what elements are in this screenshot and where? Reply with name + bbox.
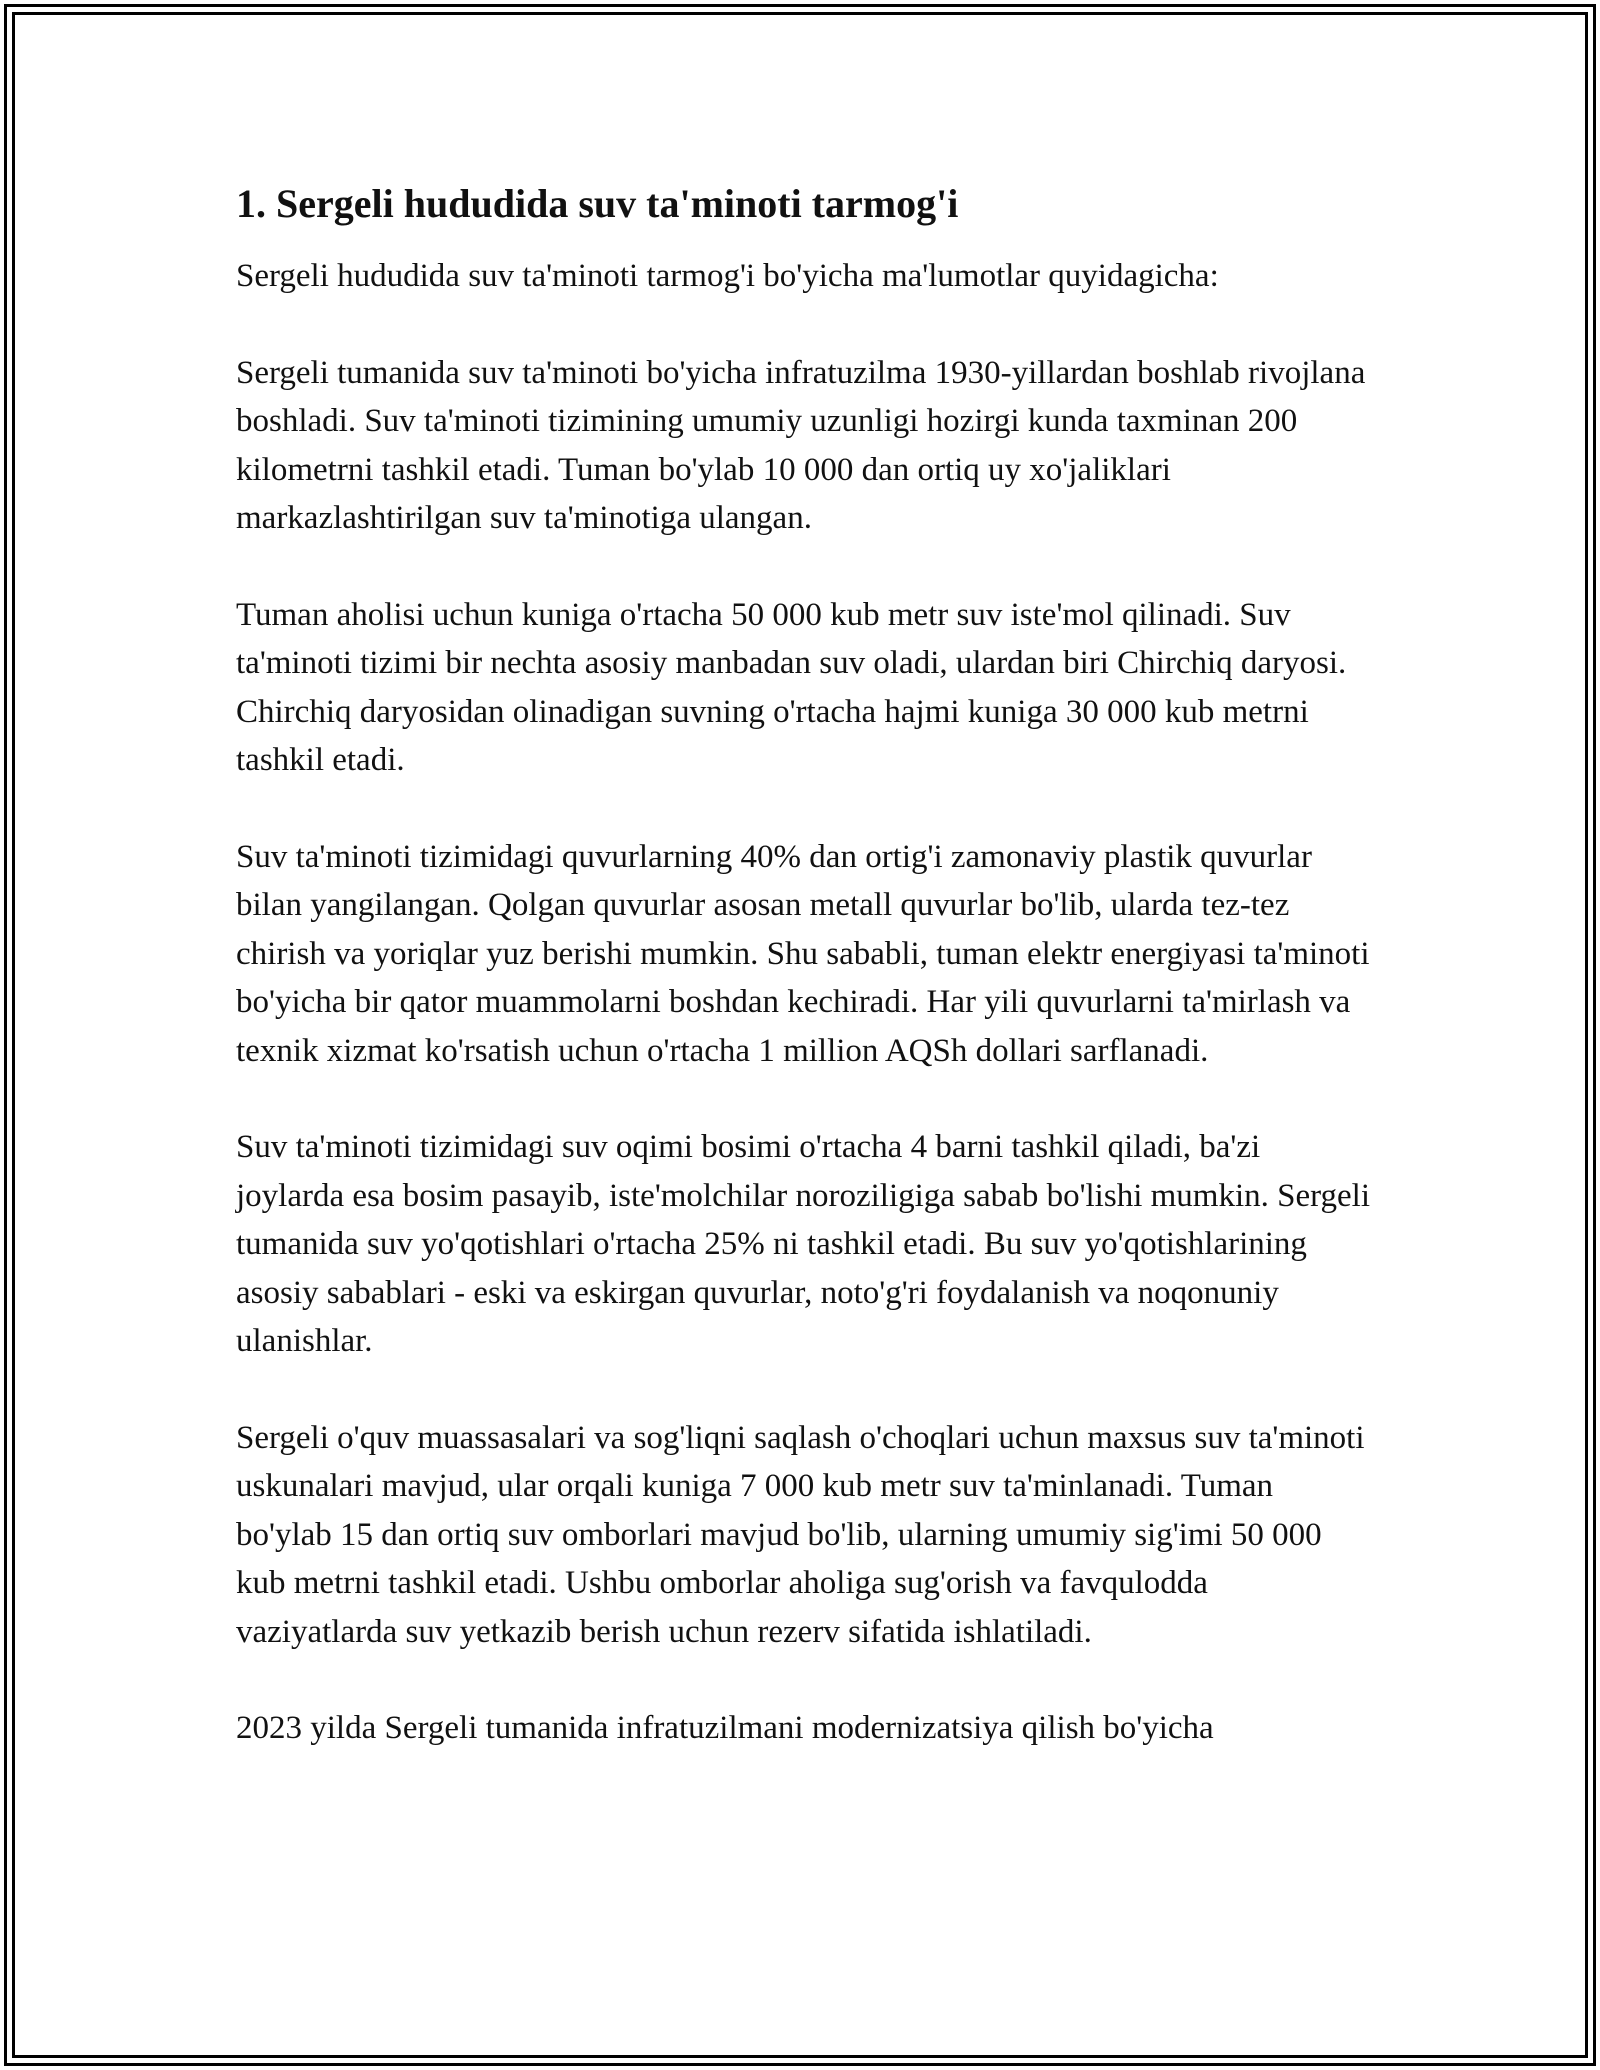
paragraph-intro: Sergeli hududida suv ta'minoti tarmog'i bo'yicha ma'lumotlar quyidagicha: (236, 258, 1219, 294)
paragraph-consumption: Tuman aholisi uchun kuniga o'rtacha 50 000 kub metr suv iste'mol qilinadi. Suv ta'minoti tizimi bir nechta asosiy manbadan suv oladi, ulardan biri Chirchiq daryosi. Chirchiq daryosidan olinadigan suvning o'rtacha hajmi kuniga 30 000 kub metrni tashkil etadi. (236, 596, 1347, 778)
document-body (236, 178, 1376, 1801)
paragraph-modernization: 2023 yilda Sergeli tumanida infratuzilmani modernizatsiya qilish bo'yicha (236, 1710, 1214, 1746)
paragraph-pressure-losses: Suv ta'minoti tizimidagi suv oqimi bosimi o'rtacha 4 barni tashkil qiladi, ba'zi joylarda esa bosim pasayib, iste'molchilar noroziligiga sabab bo'lishi mumkin. Sergeli tumanida suv yo'qotishlari o'rtacha 25% ni tashkil etadi. Bu suv yo'qotishlarining asosiy sabablari - eski va eskirgan quvurlar, noto'g'ri foydalanish va noqonuniy ulanishlar. (236, 1129, 1370, 1359)
section-heading: 1. Sergeli hududida suv ta'minoti tarmog'i (236, 181, 959, 226)
paragraph-reservoirs: Sergeli o'quv muassasalari va sog'liqni saqlash o'choqlari uchun maxsus suv ta'minoti uskunalari mavjud, ular orqali kuniga 7 000 kub metr suv ta'minlanadi. Tuman bo'ylab 15 dan ortiq suv omborlari mavjud bo'lib, ularning umumiy sig'imi 50 000 kub metrni tashkil etadi. Ushbu omborlar aholiga sug'orish va favqulodda vaziyatlarda suv yetkazib berish uchun rezerv sifatida ishlatiladi. (236, 1419, 1365, 1650)
paragraph-infrastructure: Sergeli tumanida suv ta'minoti bo'yicha infratuzilma 1930-yillardan boshlab rivojlana boshladi. Suv ta'minoti tizimining umumiy uzunligi hozirgi kunda taxminan 200 kilometrni tashkil etadi. Tuman bo'ylab 10 000 dan ortiq uy xo'jaliklari markazlashtirilgan suv ta'minotiga ulangan. (236, 354, 1366, 536)
paragraph-pipes: Suv ta'minoti tizimidagi quvurlarning 40% dan ortig'i zamonaviy plastik quvurlar bilan yangilangan. Qolgan quvurlar asosan metall quvurlar bo'lib, ularda tez-tez chirish va yoriqlar yuz berishi mumkin. Shu sababli, tuman elektr energiyasi ta'minoti bo'yicha bir qator muammolarni boshdan kechiradi. Har yili quvurlarni ta'mirlash va texnik xizmat ko'rsatish uchun o'rtacha 1 million AQSh dollari sarflanadi. (236, 838, 1370, 1069)
